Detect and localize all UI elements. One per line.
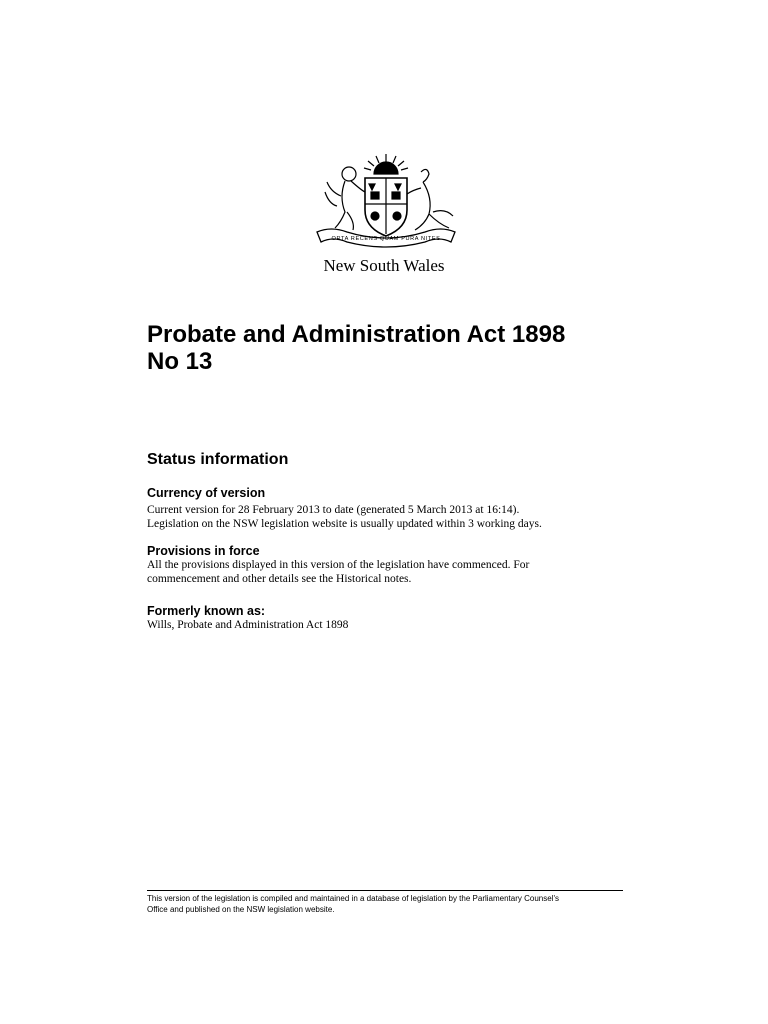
- footer-note: [147, 893, 627, 915]
- status-information-heading: Status information: [147, 451, 289, 468]
- act-title: [147, 321, 707, 375]
- act-title-line-1: Probate and Administration Act 1898: [147, 321, 566, 348]
- provisions-in-force-section: [147, 544, 617, 586]
- currency-line-1: Current version for 28 February 2013 to date (generated 5 March 2013 at 16:14).: [147, 504, 520, 516]
- act-number: No 13: [147, 348, 213, 375]
- kangaroo-supporter-icon: [407, 169, 453, 230]
- currency-of-version-heading: Currency of version: [147, 486, 266, 500]
- provisions-line-2: commencement and other details see the Historical notes.: [147, 572, 412, 585]
- provisions-line-1: All the provisions displayed in this version of the legislation have commenced. For: [147, 559, 530, 571]
- formerly-known-as-section: [147, 604, 617, 633]
- footer-line-1: This version of the legislation is compiled and maintained in a database of legislation by the Parliamentary Counsel's: [147, 894, 559, 903]
- nsw-coat-of-arms-icon: [311, 152, 461, 248]
- provisions-in-force-heading: Provisions in force: [147, 544, 260, 558]
- jurisdiction-name: New South Wales: [323, 256, 445, 275]
- footer-line-2: Office and published on the NSW legislation website.: [147, 905, 335, 914]
- lion-supporter-icon: [325, 167, 365, 230]
- currency-line-2: Legislation on the NSW legislation website is usually updated within 3 working days.: [147, 517, 542, 530]
- shield-icon: [365, 178, 407, 236]
- former-act-name: Wills, Probate and Administration Act 1898: [147, 619, 349, 631]
- currency-of-version-section: [147, 486, 617, 531]
- footer-divider: [147, 890, 623, 891]
- formerly-known-as-heading: Formerly known as:: [147, 604, 266, 618]
- rising-sun-icon: [364, 154, 408, 174]
- crest-motto: ORTA RECENS QUAM PURA NITES: [331, 236, 441, 242]
